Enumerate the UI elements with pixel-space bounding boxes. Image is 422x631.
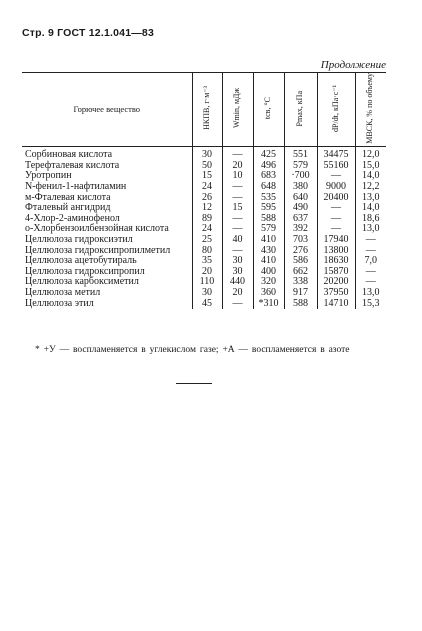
value-cell: 13,0: [355, 193, 386, 204]
value-cell: 400: [253, 267, 284, 278]
value-cell: 25: [192, 235, 222, 246]
substance-name-cell: Целлюлоза гидроксиэтил: [25, 234, 133, 246]
table-header-row: [22, 73, 386, 147]
value-cell: 917: [284, 288, 317, 299]
value-cell: 392: [284, 224, 317, 235]
value-cell: —: [222, 147, 253, 161]
page-header: Стр. 9 ГОСТ 12.1.041—83: [22, 27, 155, 39]
value-cell: ·700: [284, 171, 317, 182]
value-cell: 588: [253, 214, 284, 225]
substance-name-cell: Целлюлоза гидроксипропил: [25, 265, 145, 277]
value-cell: 10: [222, 171, 253, 182]
value-cell: 30: [222, 267, 253, 278]
value-cell: 89: [192, 214, 222, 225]
value-cell: 320: [253, 277, 284, 288]
value-cell: 490: [284, 203, 317, 214]
value-cell: —: [222, 246, 253, 257]
value-cell: 55160: [317, 161, 355, 172]
value-cell: 430: [253, 246, 284, 257]
value-cell: —: [222, 182, 253, 193]
value-cell: —: [355, 235, 386, 246]
substance-name-cell: Целлюлоза гидроксипропилметил: [25, 244, 171, 256]
value-cell: 30: [192, 147, 222, 161]
value-cell: 34475: [317, 147, 355, 161]
value-cell: 648: [253, 182, 284, 193]
column-header: МВСК, % по объему: [355, 73, 386, 147]
value-cell: 13,0: [355, 224, 386, 235]
value-cell: 15,0: [355, 161, 386, 172]
value-cell: 80: [192, 246, 222, 257]
value-cell: 15870: [317, 267, 355, 278]
value-cell: 586: [284, 256, 317, 267]
table-row: [22, 299, 386, 310]
value-cell: *310: [253, 299, 284, 310]
value-cell: 588: [284, 299, 317, 310]
column-header: Wmin, мДж: [222, 73, 253, 147]
table-row: [22, 147, 386, 161]
value-cell: 338: [284, 277, 317, 288]
value-cell: —: [222, 214, 253, 225]
substance-name-cell: Целлюлоза карбоксиметил: [25, 276, 139, 288]
value-cell: 17940: [317, 235, 355, 246]
value-cell: 24: [192, 182, 222, 193]
value-cell: —: [317, 224, 355, 235]
value-cell: 410: [253, 256, 284, 267]
value-cell: 440: [222, 277, 253, 288]
value-cell: 18,6: [355, 214, 386, 225]
column-header: Pmax, кПа: [284, 73, 317, 147]
column-header: dP/dt, кПа·с⁻¹: [317, 73, 355, 147]
value-cell: 662: [284, 267, 317, 278]
value-cell: —: [317, 171, 355, 182]
value-cell: 20: [222, 288, 253, 299]
value-cell: 595: [253, 203, 284, 214]
value-cell: 276: [284, 246, 317, 257]
value-cell: 380: [284, 182, 317, 193]
value-cell: 14710: [317, 299, 355, 310]
value-cell: —: [355, 267, 386, 278]
value-cell: —: [222, 224, 253, 235]
value-cell: —: [355, 277, 386, 288]
substance-name-cell: м-Фталевая кислота: [25, 191, 111, 203]
table-row: [22, 288, 386, 299]
substance-name-cell: Целлюлоза этил: [25, 297, 94, 309]
value-cell: 14,0: [355, 171, 386, 182]
end-rule: [176, 383, 212, 384]
column-header: tсв, °C: [253, 73, 284, 147]
value-cell: 640: [284, 193, 317, 204]
value-cell: 12,2: [355, 182, 386, 193]
value-cell: —: [222, 193, 253, 204]
value-cell: 26: [192, 193, 222, 204]
value-cell: 20: [192, 267, 222, 278]
value-cell: —: [222, 299, 253, 310]
substance-name-cell: 4-Хлор-2-аминофенол: [25, 212, 120, 224]
value-cell: 13,0: [355, 288, 386, 299]
substance-name-cell: Фталевый ангидрид: [25, 202, 111, 214]
value-cell: 30: [192, 288, 222, 299]
value-cell: 15,3: [355, 299, 386, 310]
value-cell: 496: [253, 161, 284, 172]
value-cell: 13800: [317, 246, 355, 257]
value-cell: —: [317, 214, 355, 225]
value-cell: 20200: [317, 277, 355, 288]
value-cell: 20400: [317, 193, 355, 204]
properties-table: [22, 72, 386, 309]
value-cell: 410: [253, 235, 284, 246]
substance-name-cell: Сорбиновая кислота: [25, 149, 113, 161]
value-cell: 703: [284, 235, 317, 246]
value-cell: 37950: [317, 288, 355, 299]
value-cell: 535: [253, 193, 284, 204]
value-cell: 14,0: [355, 203, 386, 214]
substance-name-cell: Уротропин: [25, 170, 72, 182]
column-header: Горючее вещество: [22, 73, 192, 147]
value-cell: 15: [192, 171, 222, 182]
value-cell: 24: [192, 224, 222, 235]
value-cell: 637: [284, 214, 317, 225]
value-cell: 110: [192, 277, 222, 288]
value-cell: —: [355, 246, 386, 257]
value-cell: 683: [253, 171, 284, 182]
substance-name-cell: Целлюлоза метил: [25, 287, 101, 298]
continuation-label: Продолжение: [320, 59, 386, 71]
substance-name-cell: Терефталевая кислота: [25, 159, 120, 171]
value-cell: 30: [222, 256, 253, 267]
value-cell: 425: [253, 147, 284, 161]
footnote: * +У — воспламеняется в углекислом газе; +А — воспламеняется в азоте: [35, 345, 350, 355]
value-cell: 45: [192, 299, 222, 310]
value-cell: 18630: [317, 256, 355, 267]
value-cell: 50: [192, 161, 222, 172]
value-cell: 9000: [317, 182, 355, 193]
value-cell: 360: [253, 288, 284, 299]
value-cell: 7,0: [355, 256, 386, 267]
value-cell: —: [317, 203, 355, 214]
substance-name-cell: N-фенил-1-нафтиламин: [25, 181, 127, 193]
column-header: НКПВ, г·м⁻³: [192, 73, 222, 147]
substance-name-cell: о-Хлорбензоилбензойная кислота: [25, 223, 169, 235]
value-cell: 20: [222, 161, 253, 172]
value-cell: 40: [222, 235, 253, 246]
value-cell: 551: [284, 147, 317, 161]
value-cell: 15: [222, 203, 253, 214]
substance-name-cell: Целлюлоза ацетобутираль: [25, 255, 137, 267]
value-cell: 12: [192, 203, 222, 214]
value-cell: 579: [284, 161, 317, 172]
value-cell: 12,0: [355, 147, 386, 161]
value-cell: 35: [192, 256, 222, 267]
value-cell: 579: [253, 224, 284, 235]
